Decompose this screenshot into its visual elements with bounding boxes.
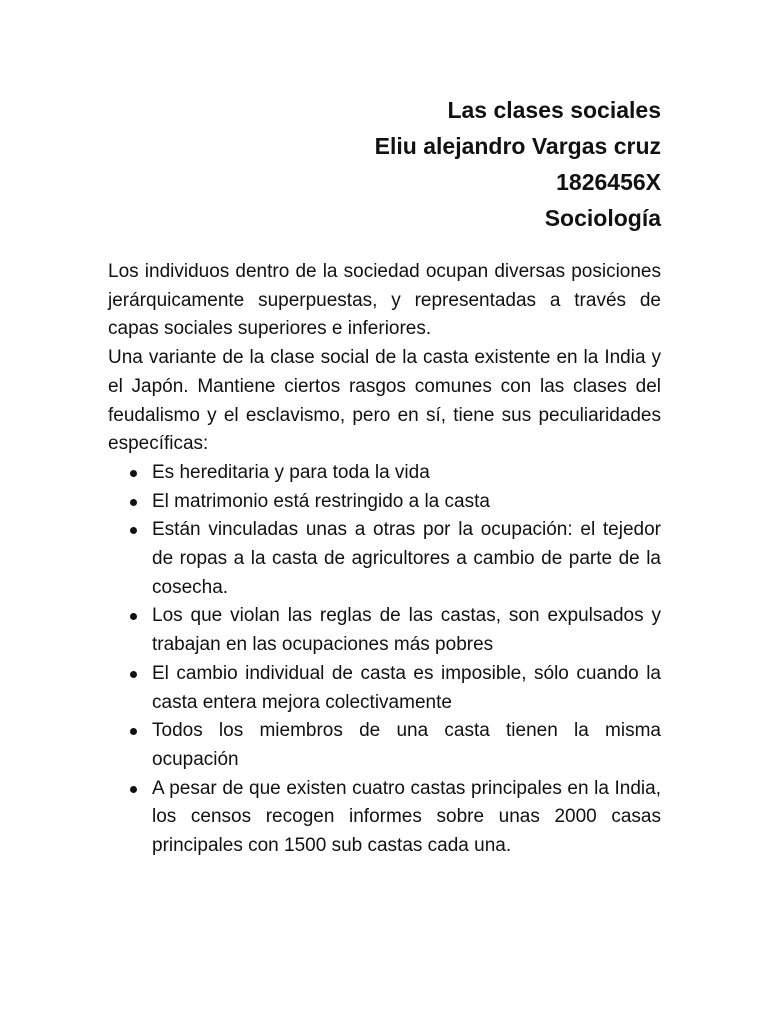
list-item-text: Es hereditaria y para toda la vida: [152, 461, 430, 483]
list-item-text: Están vinculadas unas a otras por la ocupación: el tejedor de ropas a la casta de agricultores a cambio de parte de la cosecha.: [152, 519, 661, 598]
bullet-icon: [130, 527, 137, 534]
list-item-text: Los que violan las reglas de las castas, son expulsados y trabajan en las ocupaciones más pobres: [152, 605, 661, 656]
list-item: [152, 717, 661, 774]
bullet-icon: [130, 470, 137, 477]
list-item: [152, 660, 661, 717]
bullet-icon: [130, 613, 137, 620]
bullet-icon: [130, 499, 137, 506]
list-item-text: El cambio individual de casta es imposible, sólo cuando la casta entera mejora colectivamente: [152, 662, 661, 713]
paragraph-intro: Los individuos dentro de la sociedad ocupan diversas posiciones jerárquicamente superpuestas, y representadas a través de capas sociales superiores e inferiores.: [108, 261, 661, 340]
list-item-text: A pesar de que existen cuatro castas principales en la India, los censos recogen informes sobre unas 2000 casas principales con 1500 sub castas cada una.: [152, 777, 661, 857]
author-name: Eliu alejandro Vargas cruz: [374, 133, 661, 159]
bullet-icon: [130, 728, 137, 735]
list-item: [152, 459, 661, 488]
list-item: [152, 775, 661, 861]
bullet-icon: [130, 671, 137, 678]
list-item: [152, 516, 661, 602]
document-header: [108, 92, 661, 236]
caste-traits-list: [108, 459, 661, 861]
list-item-text: Todos los miembros de una casta tienen la misma ocupación: [152, 720, 661, 770]
document-title: Las clases sociales: [447, 97, 661, 123]
paragraph-caste: Una variante de la clase social de la casta existente en la India y el Japón. Mantiene ciertos rasgos comunes con las clases del feudalismo y el esclavismo, pero en sí, tiene sus peculiaridades específicas:: [108, 347, 661, 455]
student-id: 1826456X: [556, 169, 661, 195]
document-body: [108, 258, 661, 861]
list-item-text: El matrimonio está restringido a la casta: [152, 490, 490, 512]
bullet-icon: [130, 786, 137, 793]
list-item: [152, 488, 661, 517]
list-item: [152, 602, 661, 659]
subject-name: Sociología: [544, 205, 661, 231]
